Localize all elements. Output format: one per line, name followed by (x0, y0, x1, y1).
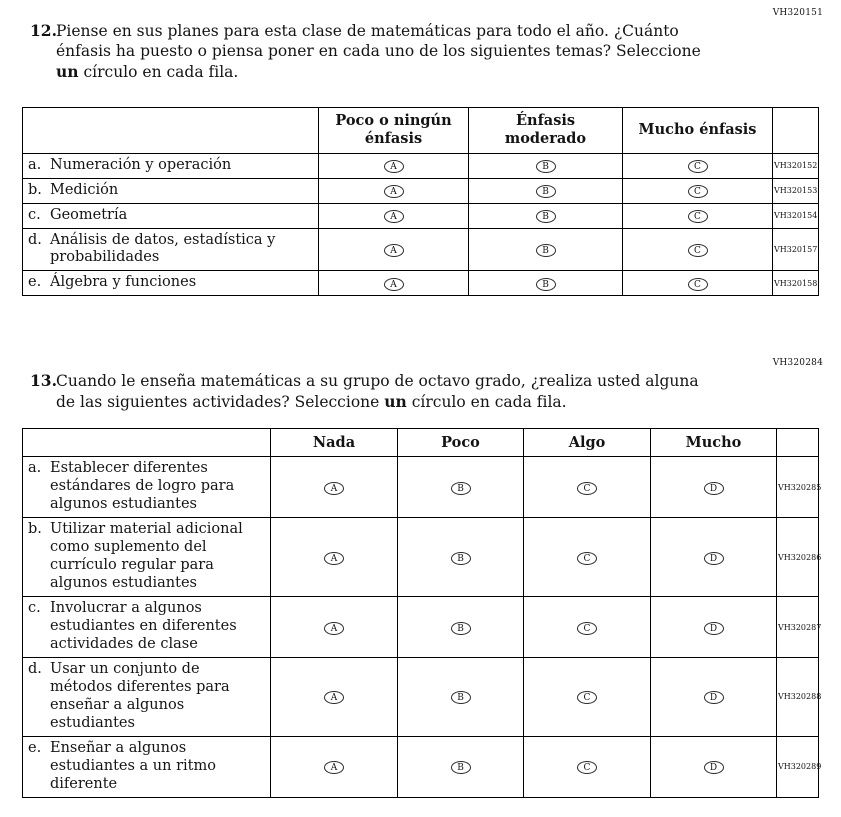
option-cell (319, 203, 469, 228)
table-row (23, 228, 819, 271)
answer-bubble[interactable]: D (704, 691, 724, 704)
header-row (23, 429, 819, 457)
answer-bubble[interactable]: A (324, 622, 344, 635)
column-header: Mucho (651, 429, 777, 457)
answer-bubble[interactable]: A (384, 185, 404, 198)
answer-bubble[interactable]: D (704, 761, 724, 774)
column-header: Poco (398, 429, 524, 457)
question-12-table (22, 107, 819, 296)
table-row (23, 597, 819, 658)
row-code-cell: VH320152 (773, 153, 819, 178)
row-letter: a. (28, 460, 42, 477)
row-label-cell (23, 153, 319, 178)
option-cell (271, 597, 398, 658)
answer-bubble[interactable]: C (688, 160, 708, 173)
answer-bubble[interactable]: A (384, 160, 404, 173)
option-cell (319, 228, 469, 271)
header-row (23, 108, 819, 153)
option-cell (469, 153, 623, 178)
answer-bubble[interactable]: A (324, 482, 344, 495)
row-code-cell: VH320157 (773, 228, 819, 271)
question-13-bold-word: un (384, 391, 407, 411)
row-code-cell: VH320286 (777, 518, 819, 597)
answer-bubble[interactable]: B (536, 185, 556, 198)
question-13-text-part2: círculo en cada fila. (406, 392, 567, 411)
row-letter: e. (28, 274, 42, 291)
header-blank-cell (23, 429, 271, 457)
row-label-cell (23, 228, 319, 271)
answer-bubble[interactable]: B (451, 691, 471, 704)
question-12-bold-word: un (56, 61, 79, 81)
row-label-cell (23, 658, 271, 737)
column-header: Énfasis moderado (469, 108, 623, 153)
option-cell (623, 153, 773, 178)
question-13 (22, 371, 819, 412)
option-cell (651, 658, 777, 737)
answer-bubble[interactable]: C (577, 691, 597, 704)
row-code-cell: VH320154 (773, 203, 819, 228)
option-cell (469, 178, 623, 203)
answer-bubble[interactable]: B (536, 244, 556, 257)
option-cell (623, 271, 773, 296)
row-label: Usar un conjunto de métodos diferentes para enseñar a algunos estudiantes (50, 661, 230, 731)
question-13-table (22, 428, 822, 797)
option-cell (651, 457, 777, 518)
option-cell (398, 597, 524, 658)
answer-bubble[interactable]: C (688, 185, 708, 198)
question-13-text-part1: Cuando le enseña matemáticas a su grupo de octavo grado, ¿realiza usted alguna de las siguientes actividades? Seleccione (56, 372, 699, 411)
header-blank-cell (773, 108, 819, 153)
answer-bubble[interactable]: A (384, 244, 404, 257)
row-label-cell (23, 178, 319, 203)
question-12 (22, 21, 819, 82)
option-cell (623, 203, 773, 228)
question-12-text (56, 21, 718, 82)
option-cell (524, 518, 651, 597)
row-code-cell: VH320289 (777, 736, 819, 797)
row-label: Numeración y operación (50, 156, 232, 173)
row-label-cell (23, 457, 271, 518)
row-letter: e. (28, 739, 42, 756)
row-label: Enseñar a algunos estudiantes a un ritmo diferente (50, 739, 216, 792)
table-row (23, 736, 819, 797)
row-letter: c. (28, 600, 41, 617)
header-blank-cell (777, 429, 819, 457)
answer-bubble[interactable]: B (536, 278, 556, 291)
answer-bubble[interactable]: A (384, 210, 404, 223)
table-row (23, 518, 819, 597)
row-letter: c. (28, 206, 41, 223)
answer-bubble[interactable]: B (451, 622, 471, 635)
answer-bubble[interactable]: C (577, 552, 597, 565)
option-cell (651, 518, 777, 597)
option-cell (398, 658, 524, 737)
option-cell (651, 736, 777, 797)
option-cell (469, 203, 623, 228)
option-cell (623, 178, 773, 203)
question-12-number: 12. (30, 21, 57, 40)
answer-bubble[interactable]: A (324, 691, 344, 704)
option-cell (271, 736, 398, 797)
answer-bubble[interactable]: C (577, 622, 597, 635)
option-cell (469, 271, 623, 296)
question-13-number: 13. (30, 371, 57, 391)
question-12-form-code: VH320151 (772, 8, 823, 18)
table-row (23, 658, 819, 737)
option-cell (319, 271, 469, 296)
option-cell (271, 457, 398, 518)
row-label-cell (23, 736, 271, 797)
table-row (23, 203, 819, 228)
option-cell (524, 597, 651, 658)
answer-bubble[interactable]: B (536, 160, 556, 173)
answer-bubble[interactable]: A (324, 761, 344, 774)
answer-bubble[interactable]: B (451, 761, 471, 774)
column-header: Mucho énfasis (623, 108, 773, 153)
answer-bubble[interactable]: B (536, 210, 556, 223)
row-label-cell (23, 597, 271, 658)
option-cell (271, 658, 398, 737)
table-row (23, 271, 819, 296)
answer-bubble[interactable]: C (688, 244, 708, 257)
row-letter: d. (28, 231, 42, 248)
row-letter: b. (28, 181, 42, 198)
option-cell (469, 228, 623, 271)
row-label-cell (23, 203, 319, 228)
answer-bubble[interactable]: C (577, 761, 597, 774)
option-cell (319, 178, 469, 203)
row-label: Involucrar a algunos estudiantes en diferentes actividades de clase (50, 600, 237, 653)
question-12-text-part1: Piense en sus planes para esta clase de matemáticas para todo el año. ¿Cuánto énfasis ha puesto o piensa poner en cada uno de los siguientes temas? Seleccione (56, 22, 701, 61)
row-code-cell: VH320288 (777, 658, 819, 737)
row-letter: a. (28, 156, 42, 173)
answer-bubble[interactable]: B (451, 482, 471, 495)
answer-bubble[interactable]: C (688, 278, 708, 291)
row-code-cell: VH320285 (777, 457, 819, 518)
option-cell (398, 457, 524, 518)
row-label: Geometría (50, 206, 128, 223)
row-label: Utilizar material adicional como suplemento del currículo regular para algunos estudiantes (50, 521, 243, 592)
column-header: Poco o ningún énfasis (319, 108, 469, 153)
row-letter: b. (28, 521, 42, 538)
answer-bubble[interactable]: D (704, 482, 724, 495)
row-label-cell (23, 518, 271, 597)
question-13-text (56, 371, 718, 412)
answer-bubble[interactable]: A (324, 552, 344, 565)
option-cell (524, 457, 651, 518)
option-cell (271, 518, 398, 597)
row-label: Análisis de datos, estadística y probabilidades (50, 231, 276, 266)
answer-bubble[interactable]: B (451, 552, 471, 565)
answer-bubble[interactable]: A (384, 278, 404, 291)
answer-bubble[interactable]: D (704, 552, 724, 565)
option-cell (398, 736, 524, 797)
table-row (23, 457, 819, 518)
option-cell (319, 153, 469, 178)
row-code-cell: VH320287 (777, 597, 819, 658)
column-header: Algo (524, 429, 651, 457)
option-cell (524, 658, 651, 737)
table-row (23, 178, 819, 203)
row-code-cell: VH320158 (773, 271, 819, 296)
row-code-cell: VH320153 (773, 178, 819, 203)
option-cell (524, 736, 651, 797)
row-label: Medición (50, 181, 119, 198)
row-label: Establecer diferentes estándares de logro para algunos estudiantes (50, 460, 235, 513)
answer-bubble[interactable]: D (704, 622, 724, 635)
table-row (23, 153, 819, 178)
row-letter: d. (28, 661, 42, 678)
row-label-cell (23, 271, 319, 296)
question-12-text-part2: círculo en cada fila. (78, 62, 239, 81)
answer-bubble[interactable]: C (577, 482, 597, 495)
option-cell (623, 228, 773, 271)
answer-bubble[interactable]: C (688, 210, 708, 223)
option-cell (398, 518, 524, 597)
question-13-form-code: VH320284 (772, 358, 823, 369)
row-label: Álgebra y funciones (50, 274, 197, 291)
column-header: Nada (271, 429, 398, 457)
option-cell (651, 597, 777, 658)
header-blank-cell (23, 108, 319, 153)
